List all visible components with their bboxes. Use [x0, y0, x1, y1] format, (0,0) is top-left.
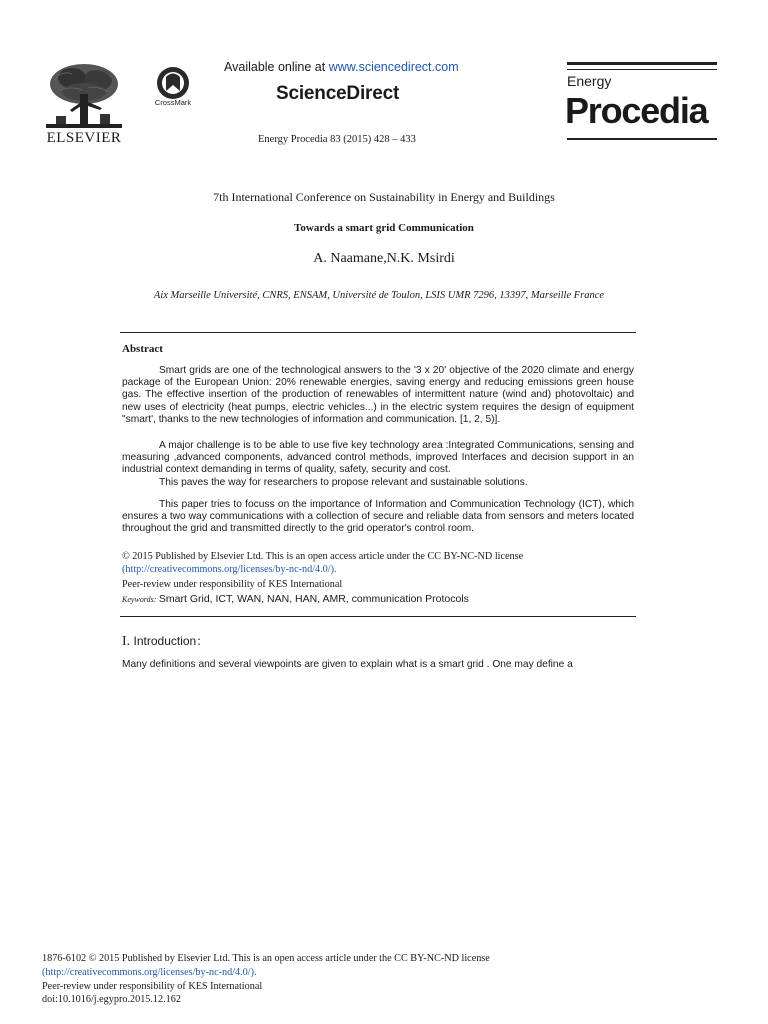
platform-name: ScienceDirect — [276, 83, 400, 104]
section-heading — [122, 632, 208, 650]
abstract-bottom-rule — [120, 616, 636, 617]
keywords-values: Smart Grid, ICT, WAN, NAN, HAN, AMR, communication Protocols — [158, 593, 469, 605]
footer-issn-line: 1876-6102 © 2015 Published by Elsevier Ltd. This is an open access article under the CC BY-NC-ND license — [42, 953, 490, 964]
keywords-label: Keywords: — [122, 595, 157, 604]
masthead-rule-top — [567, 62, 717, 65]
license-text: © 2015 Published by Elsevier Ltd. This is an open access article under the CC BY-NC-ND license — [122, 551, 524, 562]
section-number: I. — [122, 634, 131, 649]
license-link[interactable]: (http://creativecommons.org/licenses/by-nc-nd/4.0/). — [122, 563, 337, 575]
paper-authors: A. Naamane,N.K. Msirdi — [313, 251, 455, 266]
footer-doi[interactable]: doi:10.1016/j.egypro.2015.12.162 — [42, 994, 181, 1006]
footer-peer-review: Peer-review under responsibility of KES International — [42, 980, 263, 992]
abstract-top-rule — [120, 332, 636, 333]
sciencedirect-link[interactable]: www.sciencedirect.com — [328, 60, 459, 74]
keywords-line — [122, 593, 634, 607]
author-affiliation: Aix Marseille Université, CNRS, ENSAM, Université de Toulon, LSIS UMR 7296, 13397, Marseille France — [153, 290, 605, 301]
license-notice — [122, 551, 634, 576]
paper-title: Towards a smart grid Communication — [294, 222, 474, 234]
footer-notice — [42, 952, 602, 1007]
masthead-rule-bottom — [567, 138, 717, 140]
abstract-heading: Abstract — [122, 343, 163, 355]
publisher-name: ELSEVIER — [46, 130, 122, 146]
journal-word-small: Energy — [567, 73, 612, 89]
crossmark-label: CrossMark — [154, 98, 192, 107]
journal-reference: Energy Procedia 83 (2015) 428 – 433 — [258, 134, 416, 145]
available-online-prefix: Available online at — [224, 60, 326, 74]
abstract-paragraph: A major challenge is to be able to use five key technology area :Integrated Communications, sensing and measuring ,advanced components, advanced control methods, improved Interfaces and decision support in an industrial context demanding in terms of quality, safety, security and cost. — [122, 440, 634, 476]
abstract-paragraph: This paper tries to focuss on the importance of Information and Communication Technology (ICT), which ensures a two way communications with a collection of secure and reliable data from sensors and meters located throughout the grid and transmitted directly to the grid operator's control room. — [122, 499, 634, 535]
body-text: Many definitions and several viewpoints are given to explain what is a smart grid . One may define a — [122, 659, 573, 670]
section-title: Introduction： — [133, 634, 209, 648]
conference-name: 7th International Conference on Sustainability in Energy and Buildings — [213, 190, 555, 204]
masthead-rule-mid — [567, 69, 717, 70]
abstract-paragraph: This paves the way for researchers to propose relevant and sustainable solutions. — [159, 477, 528, 488]
peer-review-notice: Peer-review under responsibility of KES International — [122, 579, 343, 590]
footer-license-link[interactable]: (http://creativecommons.org/licenses/by-nc-nd/4.0/). — [42, 966, 257, 978]
available-online-line — [224, 60, 459, 74]
abstract-paragraph: Smart grids are one of the technological answers to the '3 x 20' objective of the 2020 climate and energy package of the European Union: 20% renewable energies, saving energy and reducing emissions green house gas. The effective insertion of the production of renewables of intermittent nature (wind and) photovoltaic) and new uses of electricity (heat pumps, electric vehicles...) in the electric system requires the design of equipment "smart', thanks to the new technologies of information and communication. [1, 2, 5)]. — [122, 365, 634, 425]
journal-word-large: Procedia — [565, 90, 708, 131]
